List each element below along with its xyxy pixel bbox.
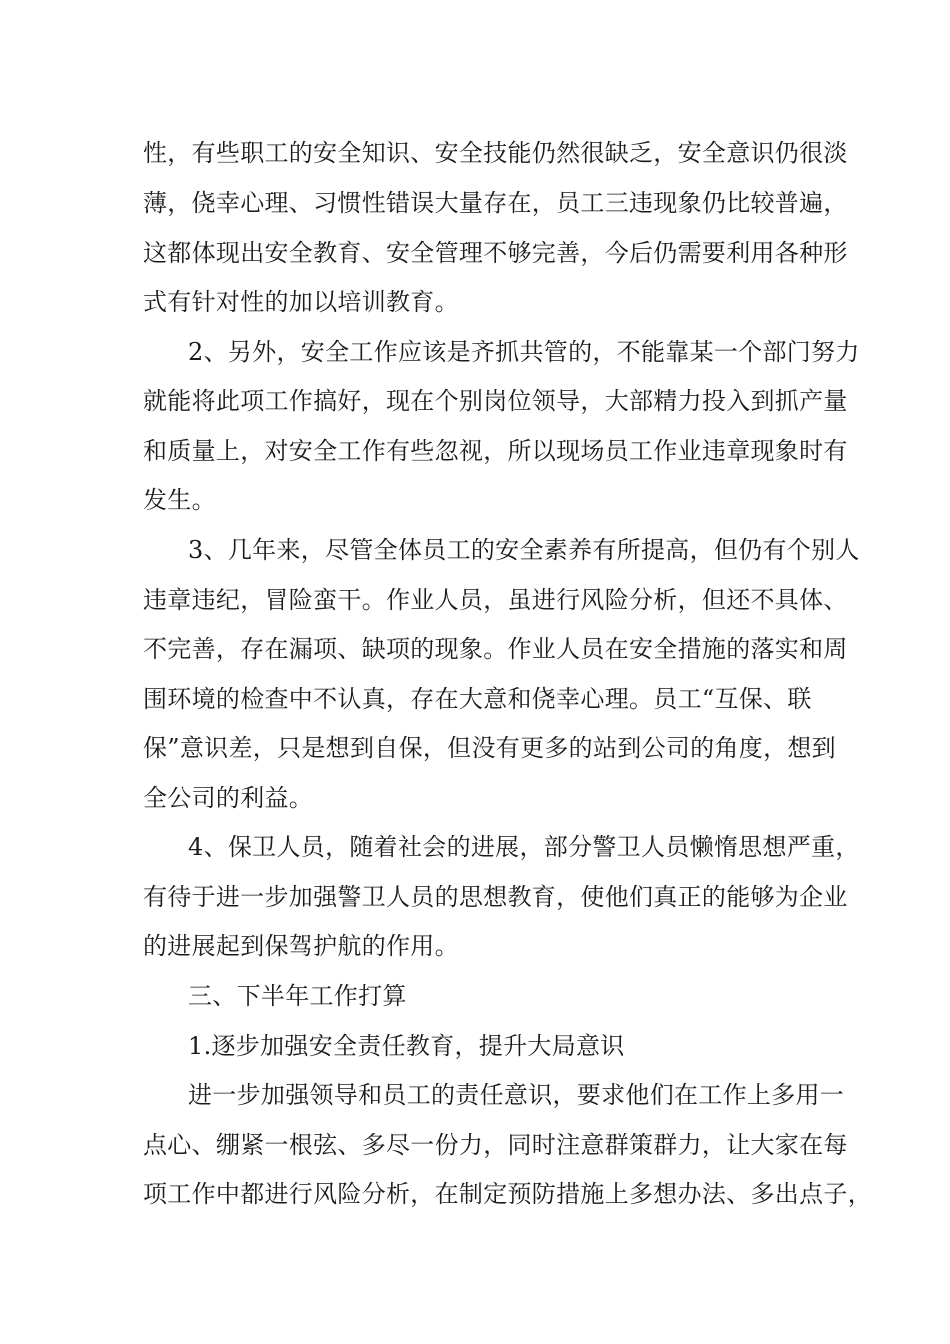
paragraph-5-line-1: 进一步加强领导和员工的责任意识，要求他们在工作上多用一 [188, 1081, 845, 1109]
paragraph-3-line-1: 3、几年来，尽管全体员工的安全素养有所提高，但仍有个别人 [188, 536, 860, 564]
paragraph-3-line-5: 保”意识差，只是想到自保，但没有更多的站到公司的角度，想到 [143, 734, 836, 762]
paragraph-2-line-3: 和质量上，对安全工作有些忽视，所以现场员工作业违章现象时有 [143, 437, 848, 465]
paragraph-2-line-2: 就能将此项工作搞好，现在个别岗位领导，大部精力投入到抓产量 [143, 387, 848, 415]
paragraph-2-line-4: 发生。 [143, 486, 216, 514]
paragraph-3-line-4: 围环境的检查中不认真，存在大意和侥幸心理。员工“互保、联 [143, 685, 812, 713]
subsection-heading: 1.逐步加强安全责任教育，提升大局意识 [188, 1032, 625, 1060]
paragraph-1-line-2: 薄，侥幸心理、习惯性错误大量存在，员工三违现象仍比较普遍， [143, 189, 848, 217]
paragraph-4-line-2: 有待于进一步加强警卫人员的思想教育，使他们真正的能够为企业 [143, 883, 848, 911]
paragraph-5-line-2: 点心、绷紧一根弦、多尽一份力，同时注意群策群力，让大家在每 [143, 1131, 848, 1159]
paragraph-2-line-1: 2、另外，安全工作应该是齐抓共管的，不能靠某一个部门努力 [188, 338, 860, 366]
paragraph-3-line-2: 违章违纪，冒险蛮干。作业人员，虽进行风险分析，但还不具体、 [143, 586, 848, 614]
paragraph-4-line-3: 的进展起到保驾护航的作用。 [143, 932, 459, 960]
paragraph-1-line-1: 性，有些职工的安全知识、安全技能仍然很缺乏，安全意识仍很淡 [143, 139, 848, 167]
paragraph-5-line-3: 项工作中都进行风险分析，在制定预防措施上多想办法、多出点子， [143, 1180, 872, 1208]
section-heading: 三、下半年工作打算 [188, 982, 407, 1010]
paragraph-3-line-6: 全公司的利益。 [143, 784, 314, 812]
paragraph-3-line-3: 不完善，存在漏项、缺项的现象。作业人员在安全措施的落实和周 [143, 635, 848, 663]
paragraph-4-line-1: 4、保卫人员，随着社会的进展，部分警卫人员懒惰思想严重， [188, 833, 860, 861]
paragraph-1-line-4: 式有针对性的加以培训教育。 [143, 288, 459, 316]
paragraph-1-line-3: 这都体现出安全教育、安全管理不够完善，今后仍需要利用各种形 [143, 239, 848, 267]
